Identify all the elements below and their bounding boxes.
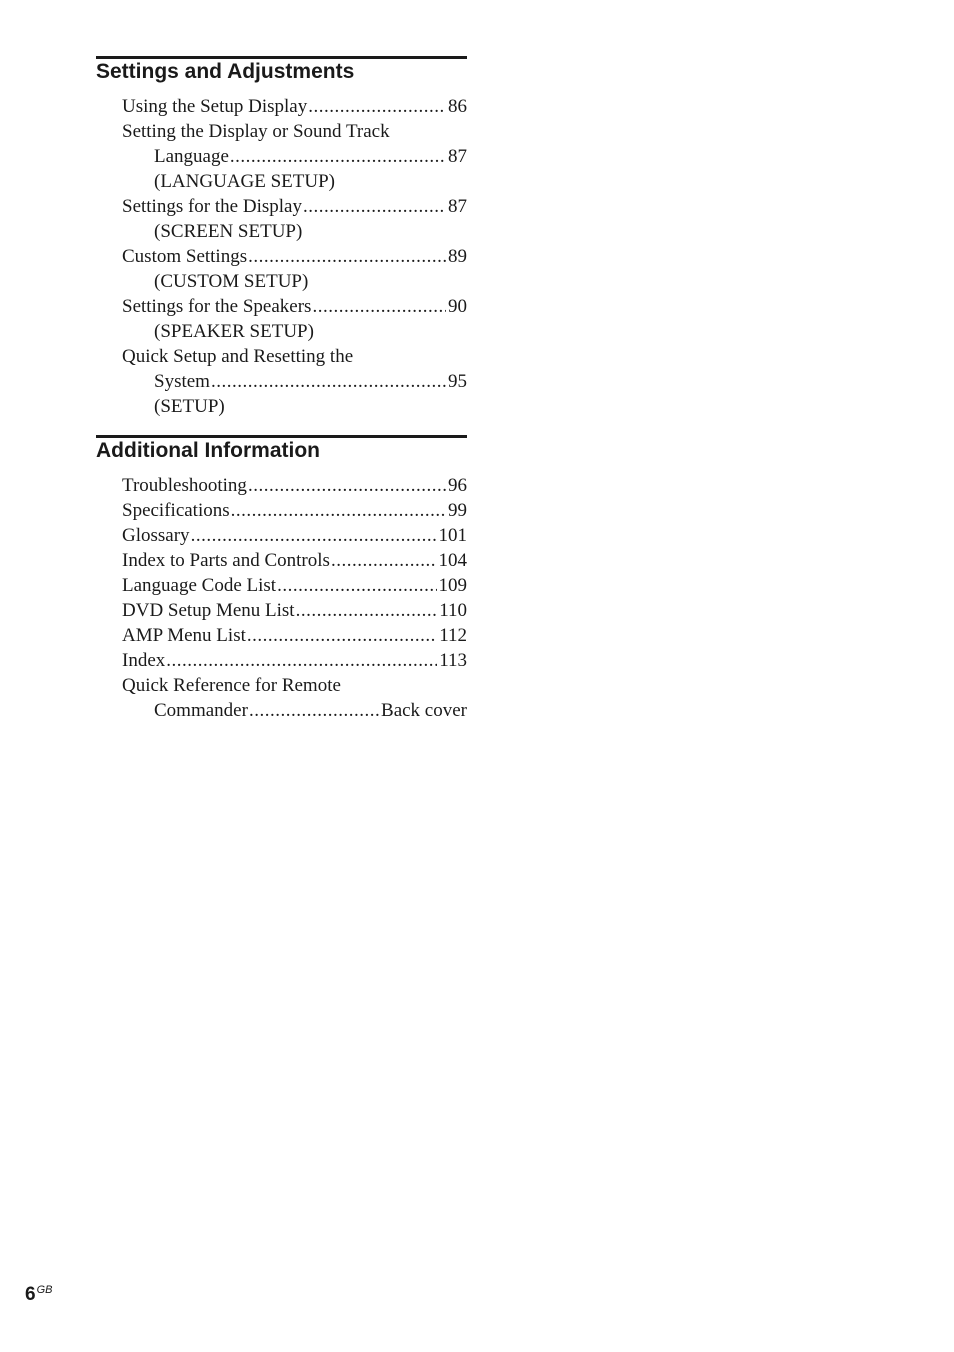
dot-leader <box>191 523 437 548</box>
toc-entry-title: (LANGUAGE SETUP) <box>154 171 336 192</box>
toc-entry <box>122 498 467 523</box>
toc-entry-title: (SCREEN SETUP) <box>154 221 303 242</box>
toc-entry-title: Settings for the Display <box>122 196 302 217</box>
dot-leader <box>248 244 446 269</box>
toc-entry-title: Index to Parts and Controls <box>122 550 330 571</box>
toc-entry <box>122 294 467 319</box>
toc-entry-title: Setting the Display or Sound Track <box>122 121 390 142</box>
toc-entry-page: 86 <box>448 96 467 117</box>
toc-entry <box>122 244 467 269</box>
toc-entry-continuation <box>154 169 467 194</box>
toc-entry <box>154 369 467 394</box>
toc-entry-title: Index <box>122 650 166 671</box>
section-rule <box>96 56 467 59</box>
section-title: Settings and Adjustments <box>96 60 355 83</box>
toc-entry-title: Quick Setup and Resetting the <box>122 346 354 367</box>
toc-entry-page: 96 <box>448 475 467 496</box>
toc-section-additional-information <box>96 435 467 723</box>
toc-entry-page: 87 <box>448 196 467 217</box>
toc-entry <box>122 573 467 598</box>
section-title: Additional Information <box>96 439 320 462</box>
toc-entry-continuation <box>154 269 467 294</box>
toc-entry-title: (SPEAKER SETUP) <box>154 321 314 342</box>
toc-entry-title: Quick Reference for Remote <box>122 675 341 696</box>
dot-leader <box>248 473 446 498</box>
toc-entry-title: Custom Settings <box>122 246 248 267</box>
dot-leader <box>303 194 446 219</box>
toc-entry <box>122 473 467 498</box>
toc-list <box>96 94 467 419</box>
toc-entry <box>122 598 467 623</box>
toc-entry-page: 101 <box>438 525 467 546</box>
toc-entry-title: Language <box>154 146 229 167</box>
toc-entry <box>122 548 467 573</box>
toc-entry <box>122 523 467 548</box>
toc-entry-title: Glossary <box>122 525 190 546</box>
toc-entry-page: Back cover <box>381 700 467 721</box>
toc-list <box>96 473 467 723</box>
toc-entry-page: 99 <box>448 500 467 521</box>
dot-leader <box>277 573 436 598</box>
dot-leader <box>249 698 379 723</box>
toc-entry-continuation <box>154 394 467 419</box>
toc-entry-title: Settings for the Speakers <box>122 296 312 317</box>
dot-leader <box>308 94 446 119</box>
toc-entry-title: Language Code List <box>122 575 277 596</box>
dot-leader <box>312 294 446 319</box>
dot-leader <box>296 598 438 623</box>
toc-entry <box>122 648 467 673</box>
toc-entry-title: AMP Menu List <box>122 625 246 646</box>
dot-leader <box>230 144 446 169</box>
toc-entry-continuation <box>154 319 467 344</box>
toc-entry-continuation <box>122 673 467 698</box>
toc-entry-title: Using the Setup Display <box>122 96 308 117</box>
toc-entry <box>154 698 467 723</box>
section-rule <box>96 435 467 438</box>
toc-entry-title: (SETUP) <box>154 396 225 417</box>
toc-entry-title: System <box>154 371 210 392</box>
dot-leader <box>211 369 446 394</box>
toc-entry-title: (CUSTOM SETUP) <box>154 271 309 292</box>
dot-leader <box>247 623 437 648</box>
toc-entry-page: 87 <box>448 146 467 167</box>
toc-entry-continuation <box>122 119 467 144</box>
toc-entry <box>122 194 467 219</box>
toc-entry <box>122 623 467 648</box>
toc-entry-page: 113 <box>439 650 467 671</box>
toc-entry-title: DVD Setup Menu List <box>122 600 295 621</box>
toc-entry <box>154 144 467 169</box>
toc-entry-page: 112 <box>439 625 467 646</box>
toc-entry-title: Troubleshooting <box>122 475 247 496</box>
toc-entry-page: 90 <box>448 296 467 317</box>
toc-entry-title: Commander <box>154 700 248 721</box>
page-number-suffix: GB <box>36 1284 53 1296</box>
dot-leader <box>331 548 437 573</box>
page-number <box>25 1279 52 1306</box>
toc-entry-page: 109 <box>438 575 467 596</box>
toc-section-settings <box>96 56 467 419</box>
dot-leader <box>231 498 446 523</box>
toc-entry-title: Specifications <box>122 500 230 521</box>
toc-entry-page: 89 <box>448 246 467 267</box>
toc-entry-continuation <box>122 344 467 369</box>
toc-entry-page: 95 <box>448 371 467 392</box>
toc-entry <box>122 94 467 119</box>
toc-entry-continuation <box>154 219 467 244</box>
toc-entry-page: 110 <box>439 600 467 621</box>
dot-leader <box>166 648 437 673</box>
toc-entry-page: 104 <box>438 550 467 571</box>
page-number-value: 6 <box>25 1284 36 1305</box>
